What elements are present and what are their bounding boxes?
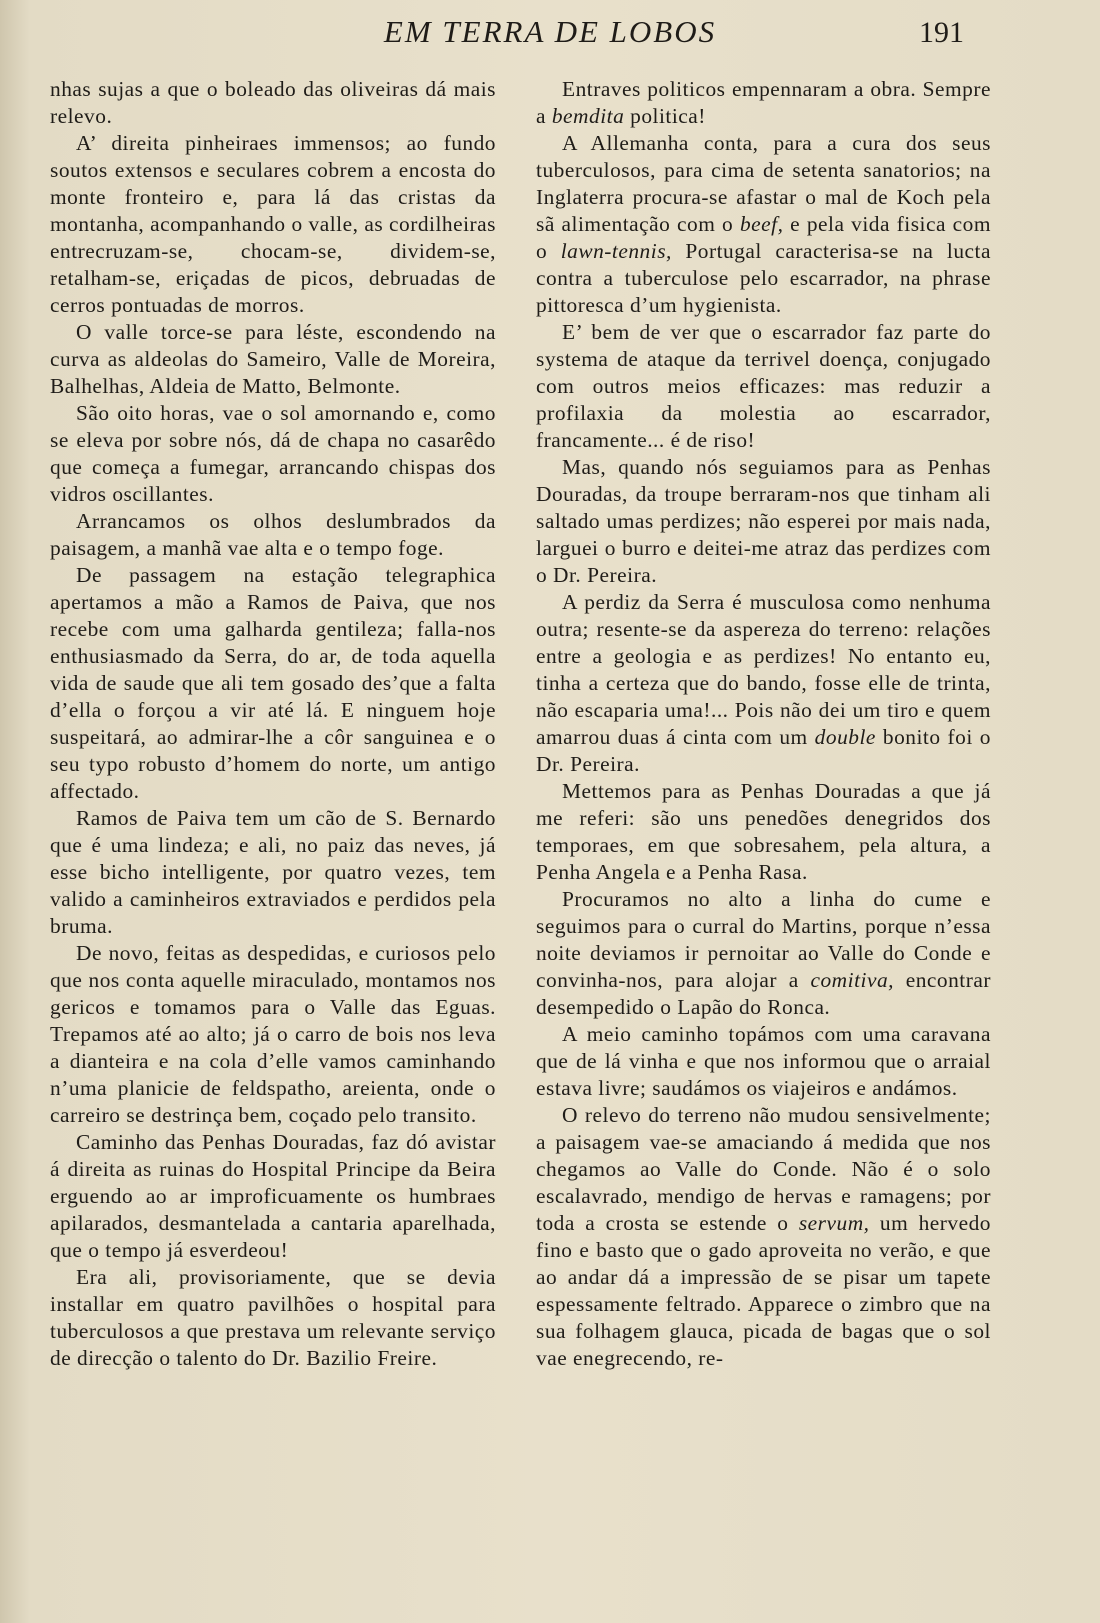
text-run: O relevo do terreno não mudou sensivelmente; a paisagem vae-se amaciando á medida que nos chegamos ao Valle do Conde. Não é o solo escalavrado, mendigo de hervas e ramagens; por toda a crosta se estende o (536, 1103, 991, 1235)
page-header (0, 14, 1100, 54)
paragraph: Era ali, provisoriamente, que se devia installar em quatro pavilhões o hospital para tuberculosos a que prestava um relevante serviço de direcção o talento do Dr. Bazilio Freire. (50, 1265, 496, 1370)
paragraph (536, 130, 991, 319)
text-run: Entraves politicos empennaram a obra. Sempre a (536, 77, 991, 128)
text-run: politica! (630, 104, 706, 128)
text-run: encontrar desempedido o Lapão do Ronca. (536, 968, 991, 1019)
paragraph: Ramos de Paiva tem um cão de S. Bernardo que é uma lindeza; e ali, no paiz das neves, já esse bicho intelligente, por quatro vezes, tem valido a caminheiros extraviados e perdidos pela bruma. (50, 806, 496, 938)
paragraph (536, 76, 991, 130)
text-run: bonito foi o Dr. Pereira. (536, 725, 991, 776)
paragraph: De passagem na estação telegraphica apertamos a mão a Ramos de Paiva, que nos recebe com uma galharda gentileza; falla-nos enthusiasmado da Serra, do ar, de toda aquella vida de saude que ali tem gosado des’que a falta d’ella o forçou a vir até lá. E ninguem hoje suspeitará, ao admirar-lhe a côr sanguinea e o seu typo robusto d’homem do norte, um antigo affectado. (50, 563, 496, 803)
right-column (536, 76, 991, 1372)
running-title: EM TERRA DE LOBOS (383, 14, 717, 49)
paragraph: A meio caminho topámos com uma caravana que de lá vinha e que nos informou que o arraial estava livre; saudámos os viajeiros e andámos. (536, 1022, 991, 1100)
text-run: Portugal caracterisa-se na lucta contra a tuberculose pelo escarrador, na phrase pittoresca d’um hygienista. (536, 239, 991, 317)
text-run: A Allemanha conta, para a cura dos seus tuberculosos, para cima de setenta sanatorios; na Inglaterra procura-se afastar o mal de Koch pela sã alimentação com o (536, 131, 991, 236)
paragraph: Arrancamos os olhos deslumbrados da paisagem, a manhã vae alta e o tempo foge. (50, 509, 496, 560)
text-run: um hervedo fino e basto que o gado aproveita no verão, e que ao andar dá a impressão de se pisar um tapete espessamente feltrado. Apparece o zimbro que na sua folhagem glauca, picada de bagas que o sol vae enegrecendo, re- (536, 1211, 991, 1370)
paragraph: A’ direita pinheiraes immensos; ao fundo soutos extensos e seculares cobrem a encosta do monte fronteiro e, para lá das cristas da montanha, acompanhando o valle, as cordilheiras entrecruzam-se, chocam-se, dividem-se, retalham-se, eriçadas de picos, debruadas de cerros pontuadas de morros. (50, 131, 496, 317)
paragraph: São oito horas, vae o sol amornando e, como se eleva por sobre nós, dá de chapa no casarêdo que começa a fumegar, arrancando chispas dos vidros oscillantes. (50, 401, 496, 506)
paragraph: De novo, feitas as despedidas, e curiosos pelo que nos conta aquelle miraculado, montamos nos gericos e tomamos para o Valle das Eguas. Trepamos até ao alto; já o carro de bois nos leva a dianteira e na cola d’elle vamos caminhando n’uma planicie de feldspatho, areienta, onde o carreiro se destrinça bem, coçado pelo transito. (50, 941, 496, 1127)
text-run: Procuramos no alto a linha do cume e seguimos para o curral do Martins, porque n’essa noite deviamos ir pernoitar ao Valle do Conde e convinha-nos, para alojar a (536, 887, 991, 992)
paragraph: Mas, quando nós seguiamos para as Penhas Douradas, da troupe berraram-nos que tinham ali saltado umas perdizes; não esperei por mais nada, larguei o burro e deitei-me atraz das perdizes com o Dr. Pereira. (536, 455, 991, 587)
italic-text: comitiva, (810, 968, 894, 992)
italic-text: servum, (798, 1211, 870, 1235)
text-run: e pela vida fisica com o (536, 212, 991, 263)
text-run: A perdiz da Serra é musculosa como nenhuma outra; resente-se da aspereza do terreno: relações entre a geologia e as perdizes! No entanto eu, tinha a certeza que do bando, fosse elle de trinta, não escaparia uma!... Pois não dei um tiro e quem amarrou duas á cinta com um (536, 590, 991, 749)
paragraph: Caminho das Penhas Douradas, faz dó avistar á direita as ruinas do Hospital Principe da Beira erguendo ao ar improficuamente os humbraes apilarados, desmantelada a cantaria aparelhada, que o tempo já esverdeou! (50, 1130, 496, 1262)
page-number: 191 (919, 16, 964, 49)
italic-text: beef, (739, 212, 784, 236)
italic-text: double (814, 725, 876, 749)
paragraph (536, 886, 991, 1021)
paragraph: E’ bem de ver que o escarrador faz parte do systema de ataque da terrivel doença, conjugado com outros meios efficazes: mas reduzir a profilaxia da molestia ao escarrador, francamente... é de riso! (536, 320, 991, 452)
paragraph (536, 1102, 991, 1372)
paragraph: Mettemos para as Penhas Douradas a que já me referi: são uns penedões denegridos dos temporaes, em que sobresahem, pela altura, a Penha Angela e a Penha Rasa. (536, 779, 991, 884)
paragraph: nhas sujas a que o boleado das oliveiras dá mais relevo. (50, 77, 496, 128)
left-column (50, 76, 496, 1372)
paragraph (536, 589, 991, 778)
italic-text: bemdita (551, 104, 625, 128)
italic-text: lawn-tennis, (560, 239, 672, 263)
paragraph: O valle torce-se para léste, escondendo na curva as aldeolas do Sameiro, Valle de Moreira, Balhelhas, Aldeia de Matto, Belmonte. (50, 320, 496, 398)
